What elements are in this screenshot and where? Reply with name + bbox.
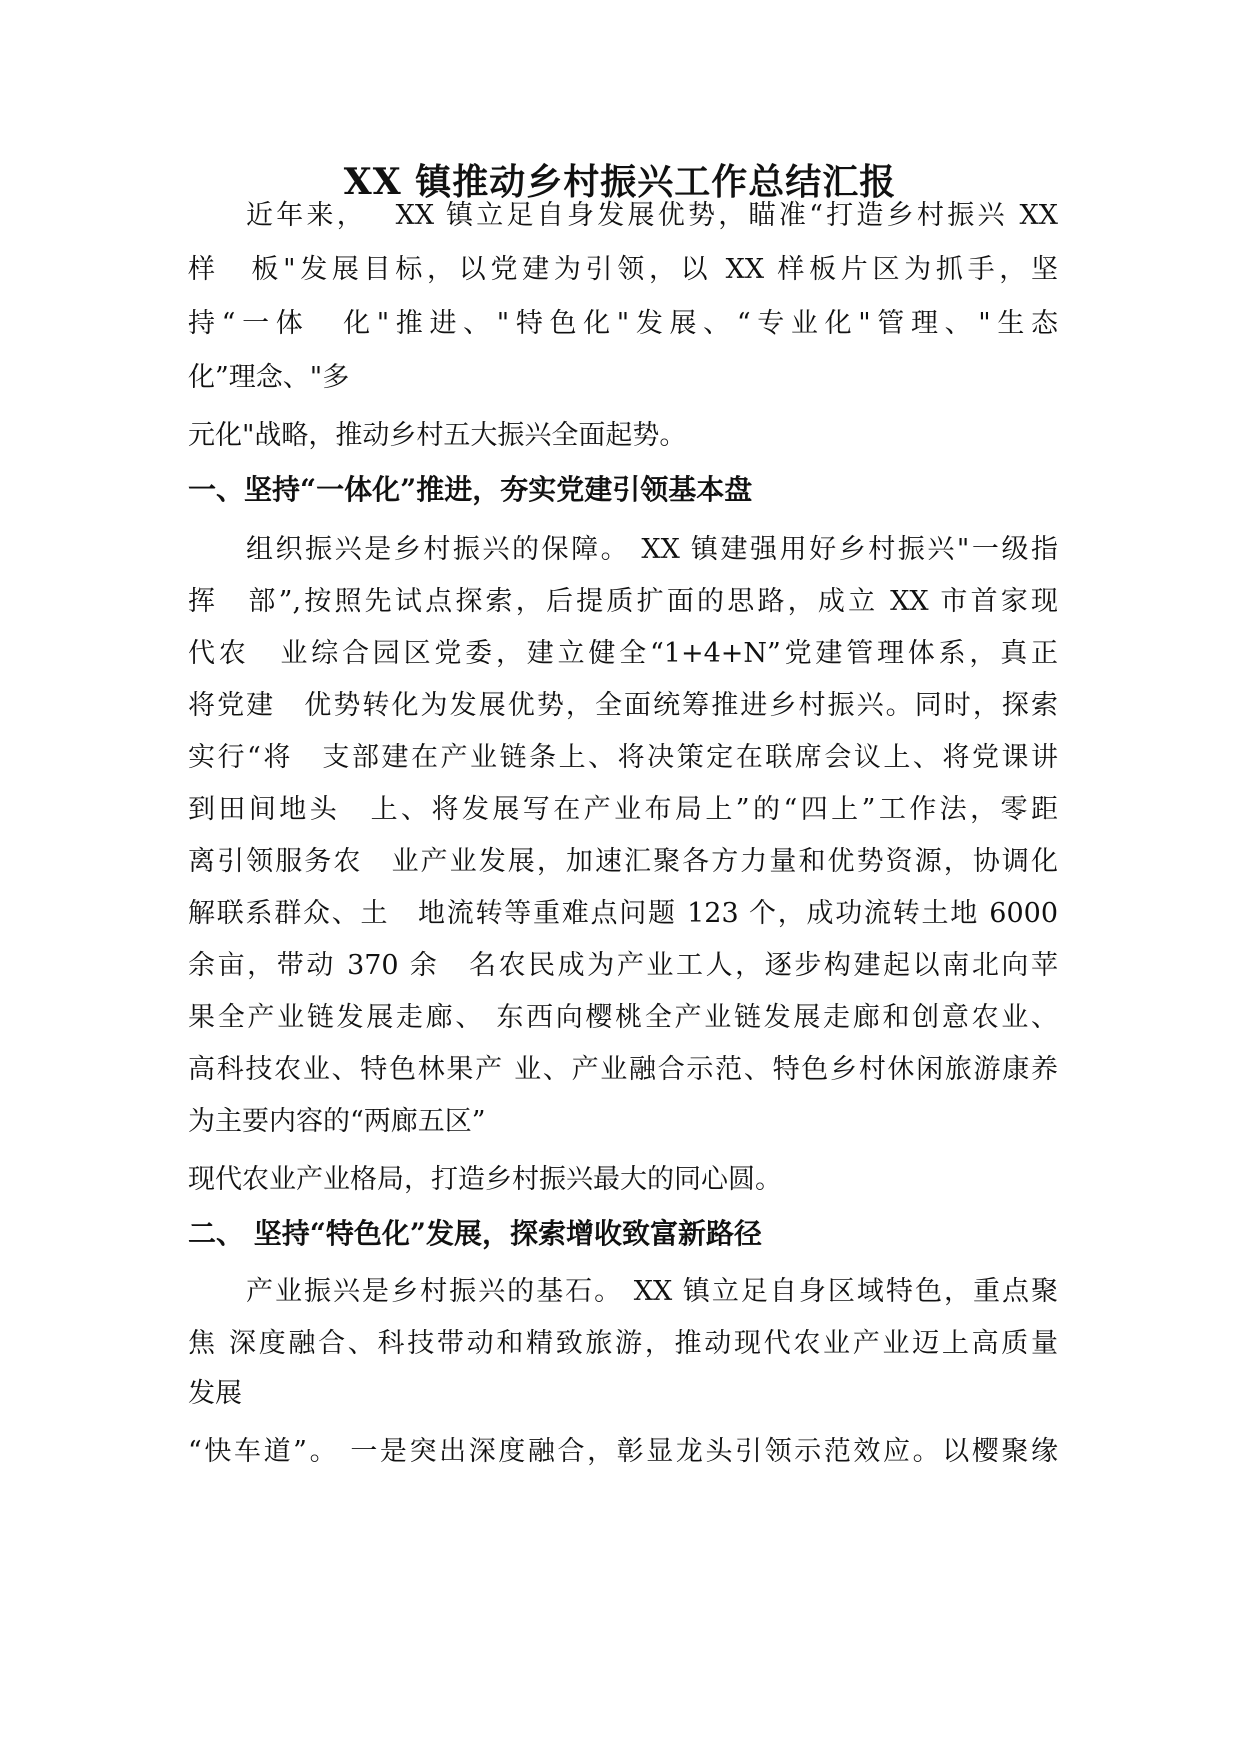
section1-line: 离引领服务农 业产业发展，加速汇聚各方力量和优势资源，协调化 [188,846,1058,877]
section1-line: 为主要内容的“两廊五区” [188,1106,486,1137]
intro-line: 元化"战略，推动乡村五大振兴全面起势。 [188,420,687,451]
section1-line: 将党建 优势转化为发展优势，全面统筹推进乡村振兴。同时，探索 [188,690,1058,721]
section1-line: 挥 部”,按照先试点探索，后提质扩面的思路，成立 XX 市首家现 [188,586,1058,617]
section1-line: 代农 业综合园区党委，建立健全“1+4+N”党建管理体系，真正 [188,638,1058,669]
section1-line: 高科技农业、特色林果产 业、产业融合示范、特色乡村休闲旅游康养 [188,1054,1058,1085]
section2-line: 发展 [188,1378,242,1409]
intro-line: 持“一体 化"推进、"特色化"发展、“专业化"管理、"生态 [188,308,1058,339]
intro-line: 化”理念、"多 [188,362,350,393]
section1-line: 果全产业链发展走廊、 东西向樱桃全产业链发展走廊和创意农业、 [188,1002,1058,1033]
section2-line: “快车道”。 一是突出深度融合，彰显龙头引领示范效应。以樱聚缘 [188,1436,1058,1467]
section1-line: 组织振兴是乡村振兴的保障。 XX 镇建强用好乡村振兴"一级指 [246,534,1058,565]
section1-line: 余亩，带动 370 余 名农民成为产业工人，逐步构建起以南北向苹 [188,950,1058,981]
section1-line: 解联系群众、土 地流转等重难点问题 123 个，成功流转土地 6000 [188,898,1058,929]
section1-line: 实行“将 支部建在产业链条上、将决策定在联席会议上、将党课讲 [188,742,1058,773]
intro-line: 样 板"发展目标，以党建为引领，以 XX 样板片区为抓手，坚 [188,254,1058,285]
intro-line: 近年来， XX 镇立足自身发展优势，瞄准“打造乡村振兴 XX [246,200,1058,231]
section1-line: 到田间地头 上、将发展写在产业布局上”的“四上”工作法，零距 [188,794,1058,825]
section1-line: 现代农业产业格局，打造乡村振兴最大的同心圆。 [188,1164,782,1195]
section2-line: 产业振兴是乡村振兴的基石。 XX 镇立足自身区域特色，重点聚 [246,1276,1058,1307]
section-heading-2: 二、 坚持“特色化”发展，探索增收致富新路径 [188,1217,762,1250]
document-title: XX 镇推动乡村振兴工作总结汇报 [343,161,897,203]
section2-line: 焦 深度融合、科技带动和精致旅游，推动现代农业产业迈上高质量 [188,1328,1058,1359]
section-heading-1: 一、坚持“一体化”推进，夯实党建引领基本盘 [188,473,753,506]
